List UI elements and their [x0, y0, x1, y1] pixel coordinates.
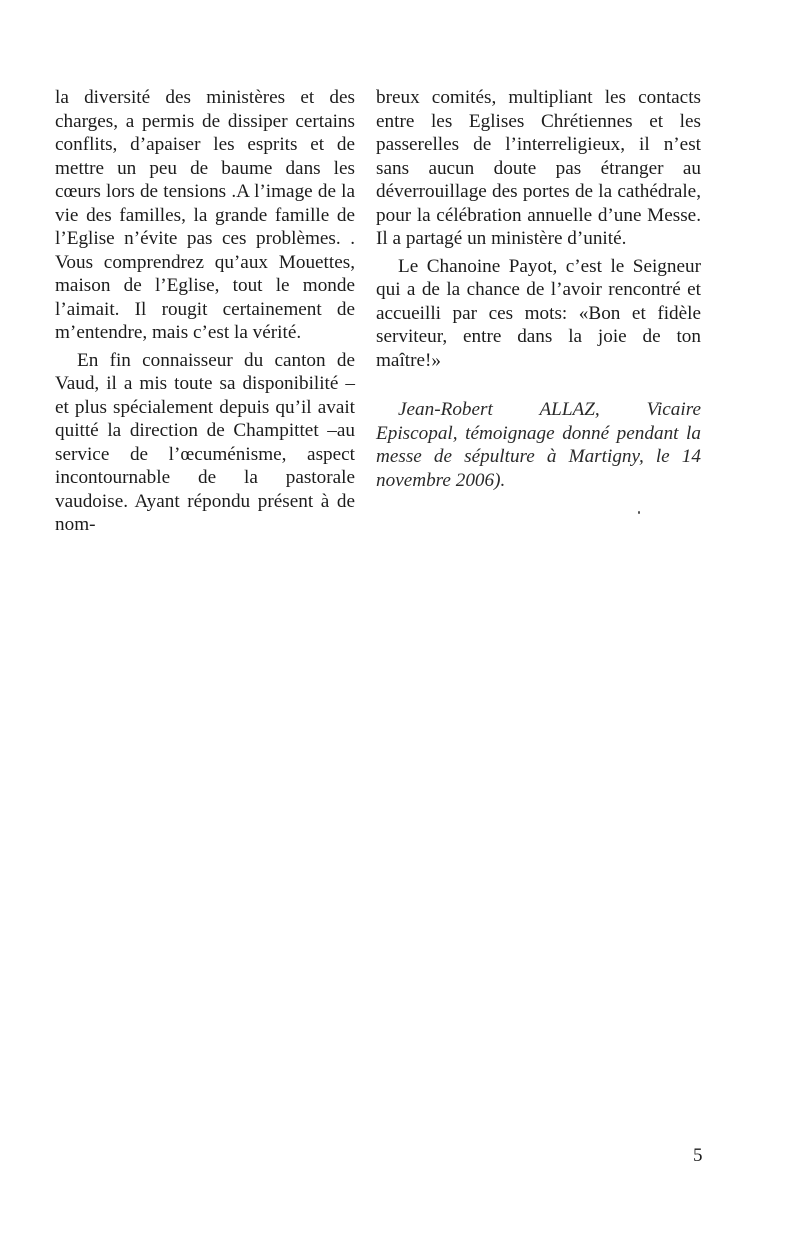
left-column — [55, 86, 355, 537]
paragraph-left-1: la diversité des ministères et des charges, a permis de dissiper certains conflits, d’apaiser les esprits et de mettre un peu de baume dans les cœurs lors de tensions .A l’image de la vie des familles, la grande famille de l’Eglise n’évite pas ces problèmes. . Vous comprendrez qu’aux Mouettes, maison de l’Eglise, tout le monde l’aimait. Il rougit certainement de m’entendre, mais c’est la vérité. — [55, 87, 355, 343]
signature: Jean-Robert ALLAZ, Vicaire Episcopal, témoignage donné pendant la messe de sépulture à Martigny, le 14 novembre 2006). — [376, 399, 701, 491]
paragraph-right-1: breux comités, multipliant les contacts entre les Eglises Chrétiennes et les passerelles de l’interreligieux, il n’est sans aucun doute pas étranger au déverrouillage des portes de la cathédrale, pour la célébration annuelle d’une Messe. Il a partagé un ministère d’unité. — [376, 87, 701, 249]
paragraph-right-2: Le Chanoine Payot, c’est le Seigneur qui a de la chance de l’avoir rencontré et accueilli par ces mots: «Bon et fidèle serviteur, entre dans la joie de ton maître!» — [376, 255, 701, 371]
paragraph-left-2: En fin connaisseur du canton de Vaud, il a mis toute sa disponibilité – et plus spécialement depuis qu’il avait quitté la direction de Champittet –au service de l’œcuménisme, aspect incontournable de la pastorale vaudoise. Ayant répondu présent à de nom- — [55, 349, 355, 535]
right-column — [376, 86, 701, 492]
page-number: 5 — [693, 1145, 703, 1166]
scan-speck — [638, 511, 640, 514]
